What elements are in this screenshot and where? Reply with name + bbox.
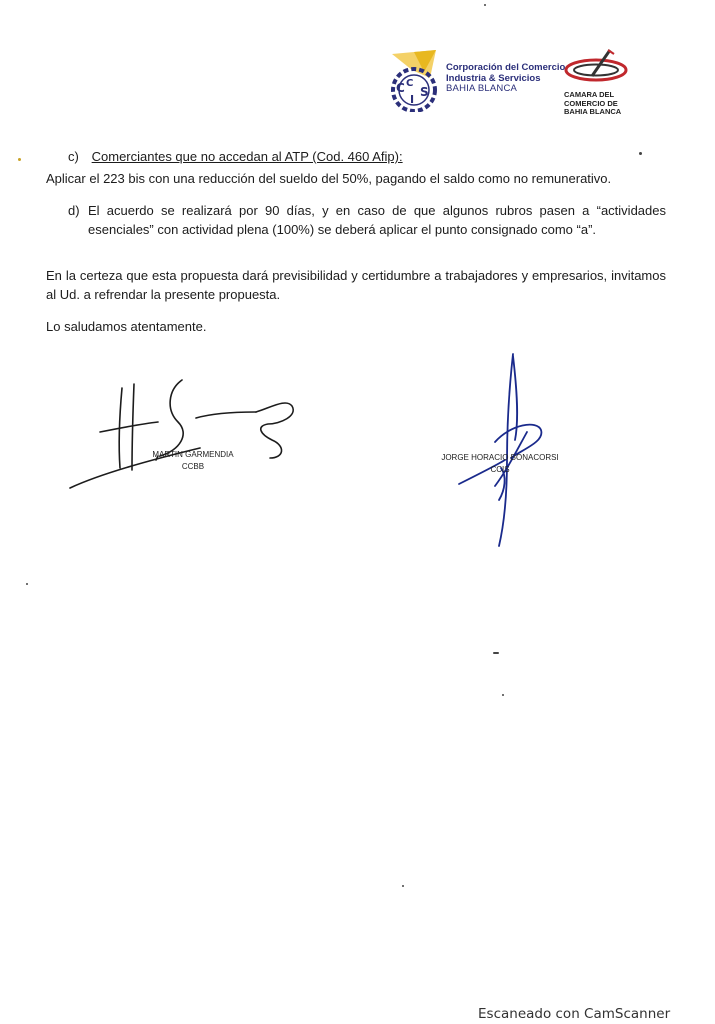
camara-line-3: BAHIA BLANCA (564, 107, 622, 116)
scan-speck (484, 4, 486, 6)
scan-speck (26, 583, 28, 585)
signer-name: JORGE HORACIO BONACORSI (441, 453, 559, 462)
scan-speck (639, 152, 642, 155)
body-paragraph: En la certeza que esta propuesta dará previsibilidad y certidumbre a trabajadores y empresarios, invitamos al Ud. a refrendar la presente propuesta. (46, 268, 666, 302)
scan-speck (493, 652, 499, 654)
ccis-line-1: Corporación del Comercio, (446, 62, 568, 73)
svg-text:S: S (420, 85, 429, 99)
scan-speck (18, 158, 21, 161)
scan-speck (502, 694, 504, 696)
signer-bonacorsi (440, 452, 560, 476)
item-d-label: d) (68, 203, 80, 218)
svg-text:C: C (406, 78, 414, 89)
signer-org: CCIS (490, 465, 510, 474)
closing-line: Lo saludamos atentamente. (46, 319, 207, 334)
scan-speck (402, 885, 404, 887)
item-c-label: c) (68, 149, 79, 164)
item-c-text: Aplicar el 223 bis con una reducción del sueldo del 50%, pagando el saldo como no remunerativo. (46, 171, 612, 186)
item-c-title: Comerciantes que no accedan al ATP (Cod. 460 Afip): (91, 149, 403, 164)
ccis-line-2: Industria & Servicios (446, 72, 541, 84)
item-d-text: El acuerdo se realizará por 90 días, y en caso de que algunos rubros pasen a “actividades esenciales” con actividad plena (100%) se deberá aplicar el punto consignado como “a”. (88, 203, 666, 237)
signature-garmendia (60, 370, 310, 500)
ccis-line-3: BAHIA BLANCA (446, 83, 518, 94)
camara-line-2: COMERCIO DE (564, 98, 618, 108)
ccis-name (446, 63, 568, 95)
signer-name: MARTIN GARMENDIA (152, 450, 234, 459)
signer-org: CCBB (181, 462, 205, 471)
item-c-heading (68, 147, 668, 166)
camscanner-watermark: Escaneado con CamScanner (478, 1006, 671, 1022)
camara-line-1: CAMARA DEL (564, 90, 615, 99)
svg-text:I: I (410, 93, 415, 106)
camara-name (564, 91, 621, 117)
svg-text:C: C (396, 81, 405, 95)
signature-bonacorsi (455, 350, 565, 550)
signer-garmendia (150, 449, 236, 473)
